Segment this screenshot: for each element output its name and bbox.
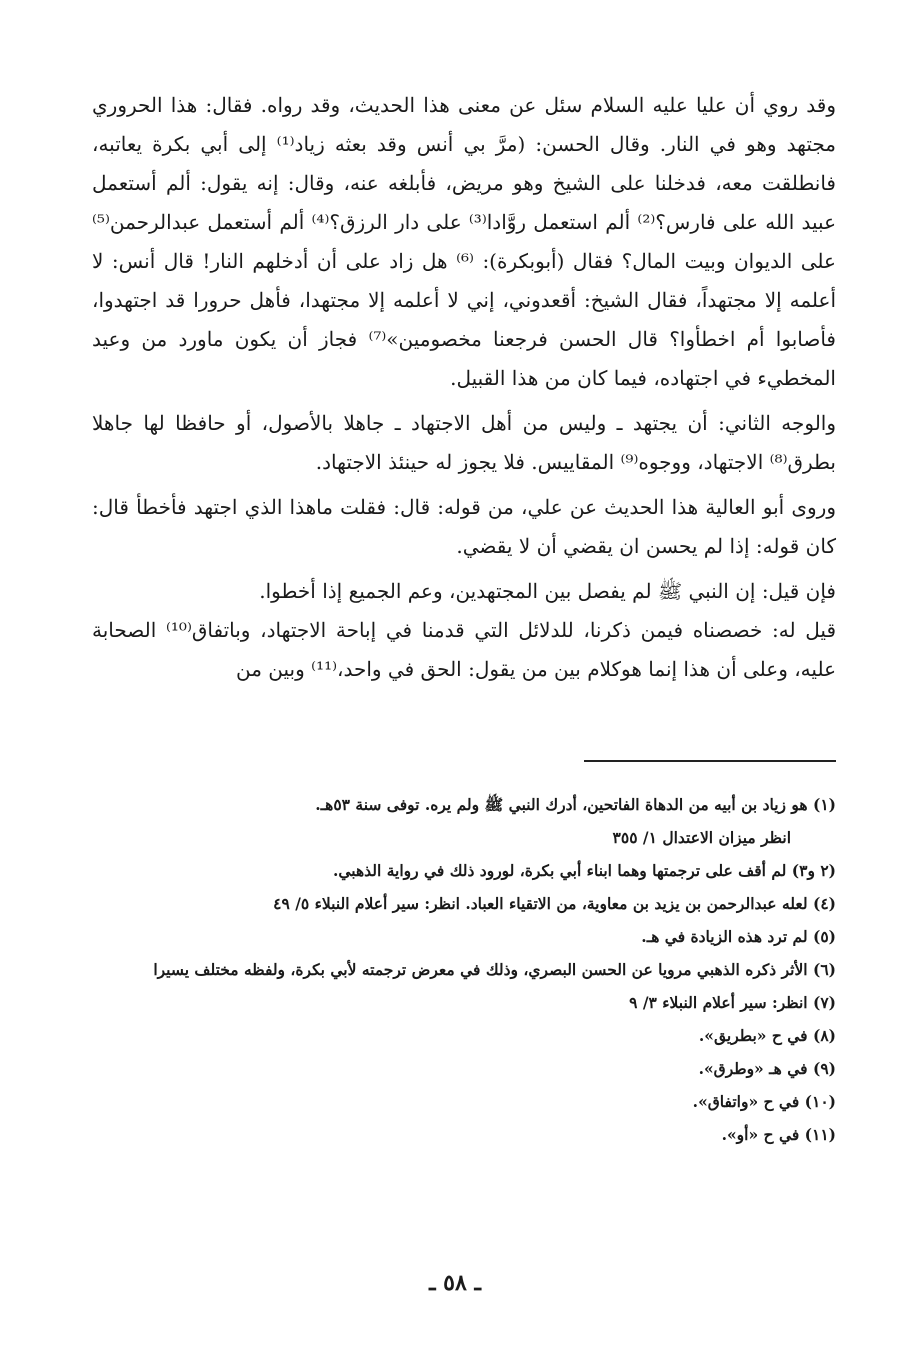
paragraph-3: وروى أبو العالية هذا الحديث عن علي، من قوله: قال: فقلت ماهذا الذي اجتهد فأخطأ قال: كان قوله: إذا لم يحسن ان يقضي أن لا يقضي. [92, 495, 836, 558]
footnote-7: (٧) انظر: سير أعلام النبلاء ٣/ ٩ [629, 993, 836, 1012]
footnote-4: (٤) لعله عبدالرحمن بن يزيد بن معاوية، من الاتقياء العباد. انظر: سير أعلام النبلاء ٥/ ٤٩ [273, 894, 836, 913]
footnote-1-reference: انظر ميزان الاعتدال ١/ ٣٥٥ [612, 828, 791, 847]
footnote-5: (٥) لم ترد هذه الزيادة في هـ. [641, 927, 836, 946]
paragraph-2: والوجه الثاني: أن يجتهد ـ وليس من أهل الاجتهاد ـ جاهلا بالأصول، أو حافظا لها جاهلا بطرق⁽⁸⁾ الاجتهاد، ووجوه⁽⁹⁾ المقاييس. فلا يجوز له حينئذ الاجتهاد. [92, 411, 836, 474]
paragraph-4: فإن قيل: إن النبي ﷺ لم يفصل بين المجتهدين، وعم الجميع إذا أخطوا. [259, 579, 836, 603]
footnote-8: (٨) في ح «بطريق». [698, 1026, 836, 1045]
footnote-separator [584, 760, 836, 762]
footnote-6: (٦) الأثر ذكره الذهبي مرويا عن الحسن البصري، وذلك في معرض ترجمته لأبي بكرة، ولفظه مختلف يسيرا [153, 960, 836, 979]
paragraph-5: قيل له: خصصناه فيمن ذكرنا، للدلائل التي قدمنا في إباحة الاجتهاد، وباتفاق⁽¹⁰⁾ الصحابة عليه، وعلى أن هذا إنما هوكلام بين من يقول: الحق في واحد،⁽¹¹⁾ وبين من [92, 618, 837, 681]
footnote-2-3: (٢ و٣) لم أقف على ترجمتها وهما ابناء أبي بكرة، لورود ذلك في رواية الذهبي. [332, 861, 836, 880]
paragraph-1: وقد روي أن عليا عليه السلام سئل عن معنى هذا الحديث، وقد رواه. فقال: هذا الحروري مجتهد وهو في النار. وقال الحسن: (مرَّ بي أنس وقد بعثه زياد⁽¹⁾ إلى أبي بكرة يعاتبه، فانطلقت معه، فدخلنا على الشيخ وهو مريض، فأبلغه عنه، وقال: إنه يقول: ألم أستعمل عبيد الله على فارس؟⁽²⁾ ألم استعمل روَّادا⁽³⁾ على دار الرزق؟⁽⁴⁾ ألم أستعمل عبدالرحمن⁽⁵⁾ على الديوان وبيت المال؟ فقال (أبوبكرة): ⁽⁶⁾ هل زاد على أن أدخلهم النار! قال أنس: لا أعلمه إلا مجتهداً، فقال الشيخ: أقعدوني، إني لا أعلمه إلا مجتهدا، فأهل حرورا قد اجتهدوا، فأصابوا أم اخطأوا؟ قال الحسن فرجعنا مخصومين»⁽⁷⁾ فجاز أن يكون ماورد من وعيد المخطيء في اجتهاده، فيما كان من هذا القبيل. [92, 93, 837, 390]
page-number: ـ ٥٨ ـ [429, 1270, 481, 1296]
footnote-9: (٩) في هـ «وطرق». [698, 1059, 836, 1078]
footnotes [92, 790, 836, 1153]
footnote-1: (١) هو زياد بن أبيه من الدهاة الفاتحين، أدرك النبي ﷺ ولم يره. توفى سنة ٥٣هـ. [315, 795, 836, 814]
body-text [92, 86, 836, 689]
footnote-10: (١٠) في ح «واتفاق». [692, 1092, 836, 1111]
footnote-11: (١١) في ح «أو». [721, 1125, 836, 1144]
